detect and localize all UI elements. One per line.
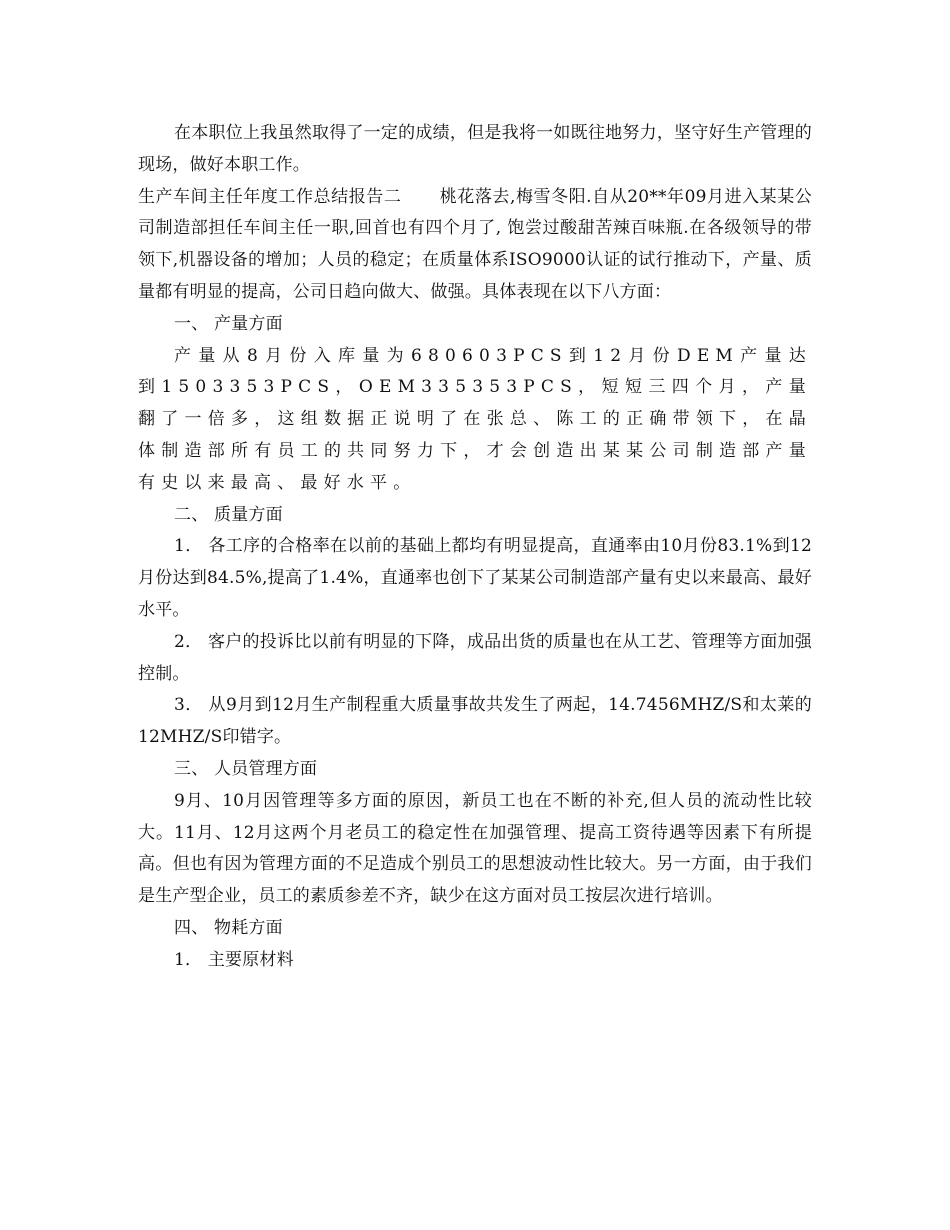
report-intro-text: 桃花落去,梅雪冬阳.自从20**年09月进入某某公司制造部担任车间主任一职,回首也有四个月了, 饱尝过酸甜苦辣百味瓶.在各级领导的带领下,机器设备的增加；人员的稳定；在质量体系ISO9000认证的试行推动下，产量、质量都有明显的提高，公司日趋向做大、做强。具体表现在以下八方面： [138, 186, 812, 302]
paragraph-output: 产量从8月份入库量为680603PCS到12月份DEM产量达到1503353PCS，OEM335353PCS，短短三四个月，产量翻了一倍多，这组数据正说明了在张总、陈工的正确带领下，在晶体制造部所有员工的共同努力下，才会创造出某某公司制造部产量有史以来最高、最好水平。 [138, 345, 812, 493]
paragraph-report-intro [138, 182, 812, 309]
paragraph-closing: 在本职位上我虽然取得了一定的成绩，但是我将一如既往地努力，坚守好生产管理的现场，做好本职工作。 [138, 123, 812, 175]
paragraph-personnel: 9月、10月因管理等多方面的原因，新员工也在不断的补充,但人员的流动性比较大。11月、12月这两个月老员工的稳定性在加强管理、提高工资待遇等因素下有所提高。但也有因为管理方面的不足造成个别员工的思想波动性比较大。另一方面，由于我们是生产型企业，员工的素质参差不齐，缺少在这方面对员工按层次进行培训。 [138, 790, 812, 907]
paragraph-quality-1: 1． 各工序的合格率在以前的基础上都均有明显提高，直通率由10月份83.1%到12月份达到84.5%,提高了1.4%，直通率也创下了某某公司制造部产量有史以来最高、最好水平。 [138, 536, 812, 620]
paragraph-quality-3: 3． 从9月到12月生产制程重大质量事故共发生了两起，14.7456MHZ/S和太莱的12MHZ/S印错字。 [138, 695, 812, 748]
section-heading-output: 一、 产量方面 [174, 313, 283, 334]
report-title: 生产车间主任年度工作总结报告二 [138, 186, 402, 207]
section-heading-quality: 二、 质量方面 [174, 504, 283, 525]
section-heading-materials: 四、 物耗方面 [174, 917, 283, 938]
section-heading-personnel: 三、 人员管理方面 [174, 758, 318, 779]
document-body [138, 118, 812, 977]
paragraph-quality-2: 2． 客户的投诉比以前有明显的下降，成品出货的质量也在从工艺、管理等方面加强控制。 [138, 631, 812, 684]
paragraph-materials-1: 1． 主要原材料 [174, 949, 294, 970]
